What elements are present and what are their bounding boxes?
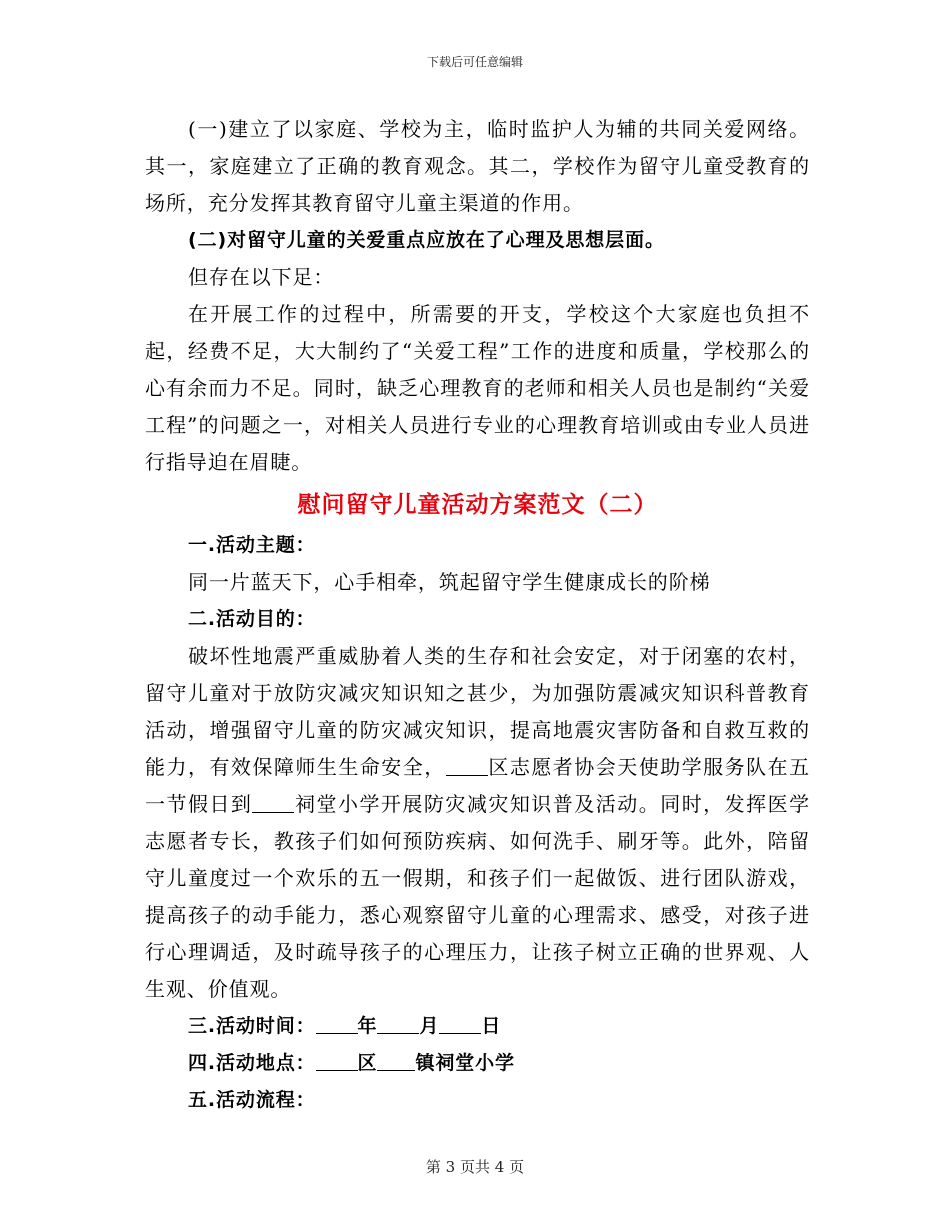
document-body xyxy=(145,111,810,1119)
purpose-text-part2: 区志愿者协会天使助学服务队在五一节假日到 xyxy=(145,755,811,816)
blank-school-name xyxy=(252,794,294,813)
time-heading: 三.活动时间： xyxy=(188,1015,316,1037)
time-month-label: 月 xyxy=(419,1015,440,1037)
paragraph-network: (一)建立了以家庭、学校为主，临时监护人为辅的共同关爱网络。其一，家庭建立了正确的教育观念。其二，学校作为留守儿童受教育的场所，充分发挥其教育留守儿童主渠道的作用。 xyxy=(145,117,810,215)
time-day-label: 日 xyxy=(481,1015,502,1037)
blank-district xyxy=(316,1052,358,1071)
section-title: 慰问留守儿童活动方案范文（二） xyxy=(297,492,658,518)
purpose-heading: 二.活动目的： xyxy=(188,608,316,630)
purpose-text-part3: 祠堂小学开展防灾减灾知识普及活动。同时，发挥医学志愿者专长，教孩子们如何预防疾病、如何洗手、刷牙等。此外，陪留守儿童度过一个欢乐的五一假期，和孩子们一起做饭、进行团队游戏，提高孩子的动手能力，悉心观察留守儿童的心理需求、感受，对孩子进行心理调适，及时疏导孩子的心理压力，让孩子树立正确的世界观、人生观、价值观。 xyxy=(145,792,810,1001)
paragraph-shortcomings-intro: 但存在以下足： xyxy=(188,265,335,289)
blank-town xyxy=(377,1052,415,1071)
flow-heading: 五.活动流程： xyxy=(188,1089,316,1111)
blank-year xyxy=(316,1015,358,1034)
theme-heading: 一.活动主题： xyxy=(188,534,316,556)
activity-time xyxy=(145,1008,810,1045)
place-town-label: 镇祠堂小学 xyxy=(415,1052,515,1074)
place-district-label: 区 xyxy=(357,1052,378,1074)
blank-district-name xyxy=(446,757,488,776)
blank-month xyxy=(377,1015,419,1034)
page-footer: 第 3 页共 4 页 xyxy=(425,1158,525,1176)
paragraph-shortcomings: 在开展工作的过程中，所需要的开支，学校这个大家庭也负担不起，经费不足，大大制约了“关爱工程”工作的进度和质量，学校那么的心有余而力不足。同时，缺乏心理教育的老师和相关人员也是制约“关爱工程”的问题之一，对相关人员进行专业的心理教育培训或由专业人员进行指导迫在眉睫。 xyxy=(145,302,810,474)
time-year-label: 年 xyxy=(357,1015,378,1037)
blank-day xyxy=(439,1015,481,1034)
purpose-text-part1: 破坏性地震严重威胁着人类的生存和社会安定，对于闭塞的农村，留守儿童对于放防灾减灾知识知之甚少，为加强防震减灾知识科普教育活动，增强留守儿童的防灾减灾知识，提高地震灾害防备和自救互救的能力，有效保障师生生命安全， xyxy=(145,644,810,779)
activity-place xyxy=(145,1045,810,1082)
paragraph-focus-heading: (二)对留守儿童的关爱重点应放在了心理及思想层面。 xyxy=(188,229,665,251)
place-heading: 四.活动地点： xyxy=(188,1052,316,1074)
theme-text: 同一片蓝天下，心手相牵，筑起留守学生健康成长的阶梯 xyxy=(188,570,711,594)
page-header: 下载后可任意编辑 xyxy=(426,55,523,69)
purpose-text xyxy=(145,638,810,1008)
